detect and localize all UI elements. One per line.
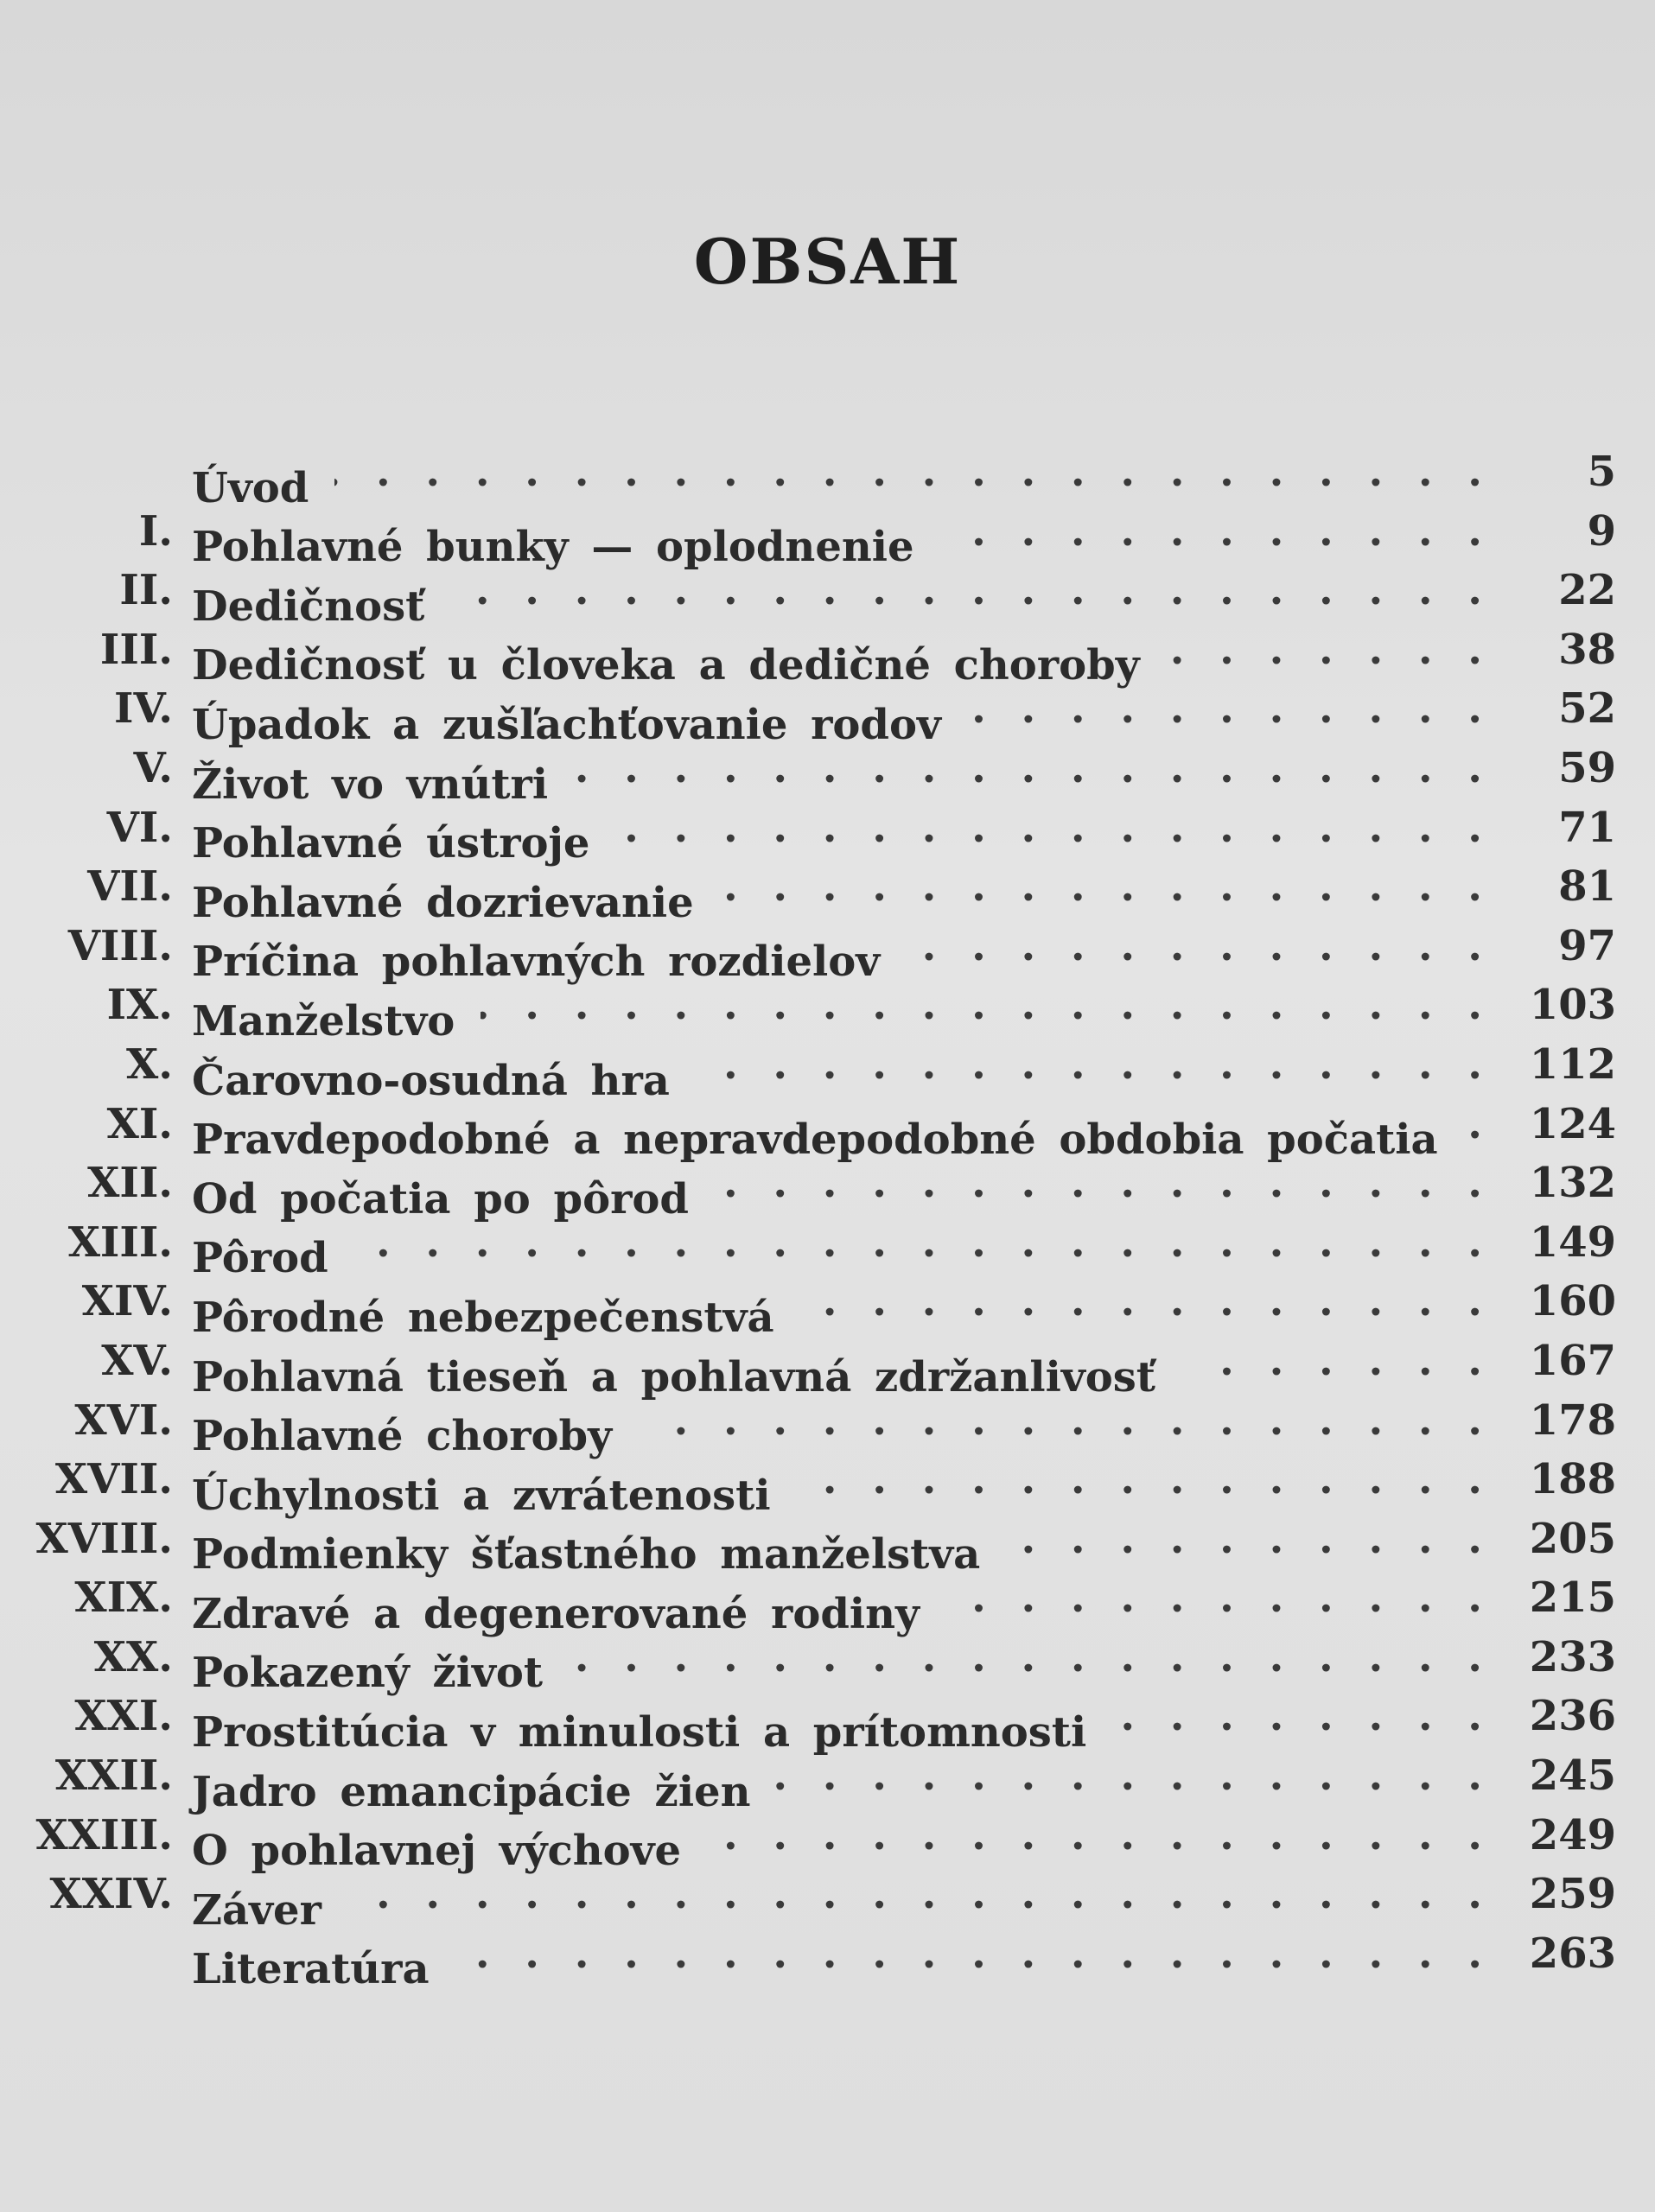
toc-entry (0, 976, 1655, 1046)
page-number: 259 (1529, 1870, 1616, 1919)
toc-entry (0, 1924, 1655, 1994)
dot-leader (347, 1865, 1482, 1924)
chapter-number: I. (138, 506, 173, 556)
chapter-title: Dedičnosť u človeka a dedičné choroby (192, 641, 1140, 690)
chapter-title: Pohlavné ústroje (192, 819, 590, 868)
toc-entry (0, 1450, 1655, 1520)
chapter-number: III. (99, 625, 173, 674)
page-number: 263 (1529, 1929, 1616, 1978)
dot-leader (797, 1450, 1482, 1510)
dot-leader (1166, 620, 1482, 680)
chapter-title: Podmienky šťastného manželstva (192, 1530, 981, 1580)
dot-leader (334, 442, 1482, 502)
dot-leader (354, 1213, 1482, 1273)
dot-leader (906, 917, 1482, 976)
toc-entry (0, 561, 1655, 631)
dot-leader (945, 1568, 1482, 1628)
toc-entry (0, 1628, 1655, 1698)
page-number: 59 (1558, 743, 1616, 792)
chapter-number: IX. (106, 981, 173, 1030)
dot-leader (574, 739, 1482, 798)
chapter-title: Úchylnosti a zvrátenosti (192, 1471, 771, 1520)
dot-leader (1464, 1095, 1482, 1154)
toc-entry (0, 917, 1655, 987)
chapter-number: XIII. (67, 1217, 173, 1267)
toc-entry (0, 1154, 1655, 1224)
toc-entry (0, 502, 1655, 572)
chapter-title: Prostitúcia v minulosti a prítomnosti (192, 1708, 1087, 1758)
chapter-title: Pôrod (192, 1234, 328, 1283)
chapter-title: Jadro emancipácie žien (192, 1767, 751, 1816)
toc-entry (0, 442, 1655, 512)
chapter-title: Pravdepodobné a nepravdepodobné obdobia počatia (192, 1116, 1438, 1165)
dot-leader (1181, 1332, 1482, 1391)
chapter-number: XIX. (74, 1573, 173, 1623)
chapter-title: Úpadok a zušľachťovanie rodov (192, 700, 941, 749)
chapter-number: XV. (101, 1336, 173, 1385)
toc-entry (0, 1213, 1655, 1283)
chapter-title: Pohlavné bunky — oplodnenie (192, 523, 914, 572)
chapter-title: O pohlavnej výchove (192, 1827, 682, 1876)
toc-entry (0, 1746, 1655, 1816)
chapter-number: XXII. (54, 1751, 173, 1801)
chapter-title: Dedičnosť (192, 582, 425, 631)
page-number: 249 (1529, 1810, 1616, 1859)
dot-leader (696, 1035, 1482, 1095)
page-number: 9 (1587, 506, 1616, 556)
toc-entry (0, 1568, 1655, 1638)
chapter-number: VII. (87, 862, 173, 912)
chapter-number: XI. (106, 1099, 173, 1148)
chapter-number: XIV. (81, 1277, 173, 1326)
table-of-contents (0, 442, 1655, 1994)
page-number: 245 (1529, 1751, 1616, 1801)
page-number: 160 (1529, 1277, 1616, 1326)
page-number: 236 (1529, 1692, 1616, 1741)
page-number: 124 (1529, 1099, 1616, 1148)
toc-entry (0, 1272, 1655, 1342)
chapter-title: Záver (192, 1885, 321, 1935)
dot-leader (800, 1272, 1482, 1332)
chapter-number: XVIII. (35, 1514, 173, 1563)
chapter-number: VIII. (67, 921, 173, 970)
chapter-number: XVI. (74, 1395, 173, 1445)
dot-leader (481, 976, 1482, 1035)
toc-entry (0, 1510, 1655, 1580)
toc-entry (0, 1035, 1655, 1105)
page-number: 52 (1558, 684, 1616, 734)
dot-leader (569, 1628, 1482, 1688)
chapter-number: II. (119, 566, 173, 615)
toc-entry (0, 1332, 1655, 1402)
page-title: OBSAH (693, 225, 962, 298)
dot-leader (455, 1924, 1482, 1984)
page-number: 112 (1529, 1039, 1616, 1089)
dot-leader (940, 502, 1482, 562)
toc-entry (0, 798, 1655, 868)
toc-entry (0, 1095, 1655, 1165)
dot-leader (450, 561, 1482, 620)
page-number: 38 (1558, 625, 1616, 674)
toc-entry (0, 620, 1655, 690)
chapter-number: X. (126, 1039, 173, 1089)
chapter-title: Úvod (192, 463, 309, 512)
chapter-title: Pôrodné nebezpečenstvá (192, 1293, 774, 1342)
toc-entry (0, 1687, 1655, 1758)
chapter-title: Zdravé a degenerované rodiny (192, 1589, 920, 1638)
page-number: 215 (1529, 1573, 1616, 1623)
dot-leader (638, 1391, 1482, 1451)
chapter-number: VI. (106, 803, 173, 852)
page-number: 103 (1529, 981, 1616, 1030)
chapter-number: XII. (87, 1159, 173, 1208)
toc-entry (0, 739, 1655, 809)
dot-leader (715, 1154, 1482, 1213)
chapter-number: XXIII. (35, 1810, 173, 1859)
chapter-title: Pohlavné choroby (192, 1412, 612, 1461)
page-number: 22 (1558, 566, 1616, 615)
page-number: 178 (1529, 1395, 1616, 1445)
dot-leader (776, 1746, 1482, 1806)
chapter-number: XXI. (74, 1692, 173, 1741)
toc-entry (0, 1391, 1655, 1461)
chapter-title: Pohlavná tieseň a pohlavná zdržanlivosť (192, 1352, 1155, 1402)
dot-leader (615, 798, 1482, 858)
chapter-title: Pohlavné dozrievanie (192, 878, 694, 927)
page-number: 81 (1558, 862, 1616, 912)
page-number: 188 (1529, 1455, 1616, 1504)
chapter-number: XVII. (54, 1455, 173, 1504)
dot-leader (720, 857, 1482, 917)
chapter-title: Čarovno-osudná hra (192, 1056, 670, 1105)
page-number: 71 (1558, 803, 1616, 852)
dot-leader (1006, 1510, 1482, 1569)
toc-entry (0, 857, 1655, 927)
chapter-title: Manželstvo (192, 996, 455, 1046)
dot-leader (967, 679, 1482, 739)
toc-entry (0, 1865, 1655, 1935)
toc-entry (0, 679, 1655, 749)
chapter-title: Literatúra (192, 1945, 430, 1994)
dot-leader (1112, 1687, 1482, 1746)
chapter-title: Od počatia po pôrod (192, 1174, 689, 1224)
chapter-number: V. (133, 743, 173, 792)
dot-leader (707, 1806, 1482, 1866)
page-number: 5 (1587, 448, 1616, 496)
page-number: 149 (1529, 1217, 1616, 1267)
chapter-number: XX. (93, 1632, 173, 1681)
entry-title-with-leader (192, 1924, 1482, 1999)
chapter-number: IV. (113, 684, 173, 734)
chapter-number: XXIV. (49, 1870, 173, 1919)
toc-entry (0, 1806, 1655, 1876)
page-number: 233 (1529, 1632, 1616, 1681)
chapter-title: Príčina pohlavných rozdielov (192, 938, 881, 987)
chapter-title: Život vo vnútri (192, 760, 549, 809)
page-number: 97 (1558, 921, 1616, 970)
page-number: 167 (1529, 1336, 1616, 1385)
page-number: 132 (1529, 1159, 1616, 1208)
page-number: 205 (1529, 1514, 1616, 1563)
chapter-title: Pokazený život (192, 1649, 544, 1698)
